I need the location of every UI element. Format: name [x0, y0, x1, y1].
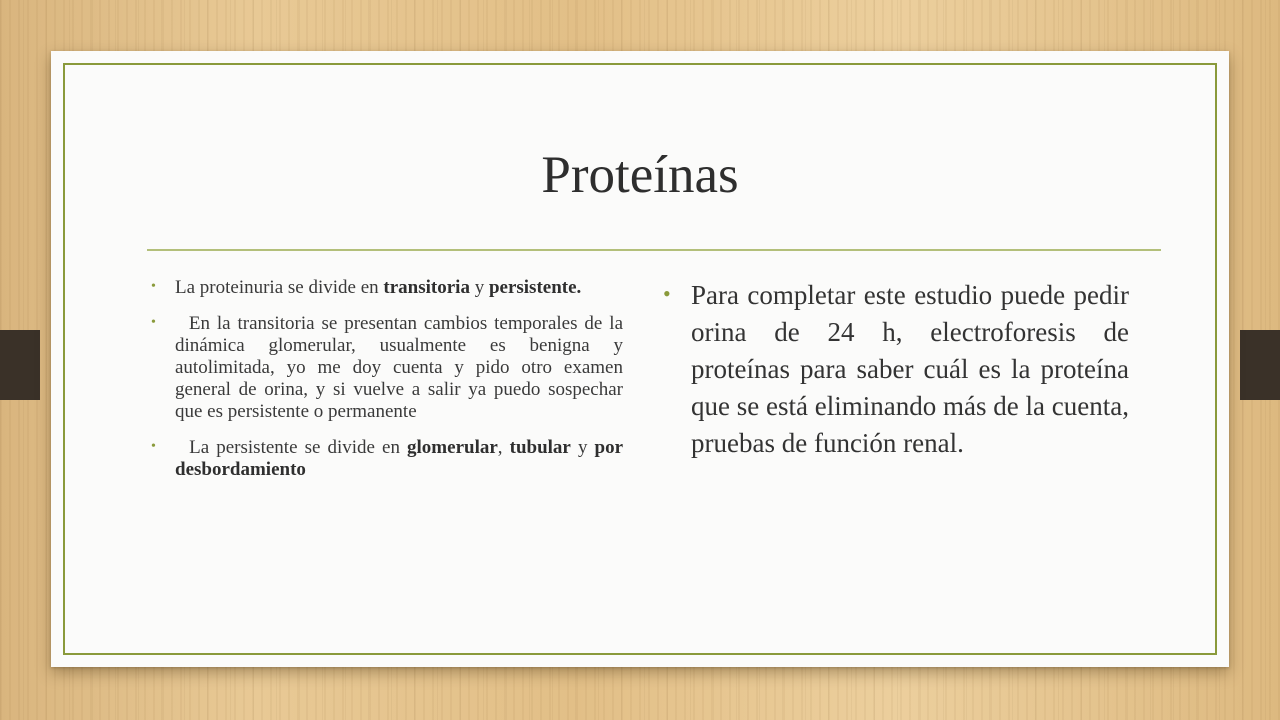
left-bullet-3: • La persistente se divide en glomerular, tubular y por desbordamiento — [151, 437, 624, 480]
background-left-tab — [0, 330, 40, 400]
left-column — [151, 277, 628, 495]
left-bullet-2: • En la transitoria se presentan cambios temporales de la dinámica glomerular, usualmente es benigna y autolimitada, yo me doy cuenta y pido otro examen general de orina, y si vuelve a salir ya puedo sospechar que es persistente o permanente — [151, 313, 628, 422]
left-bullet-1: • La proteinuria se divide en transitoria y persistente. — [151, 277, 582, 298]
bullet-icon: • — [663, 281, 671, 306]
right-column — [663, 277, 1129, 476]
right-bullet-1: • Para completar este estudio puede pedir orina de 24 h, electroforesis de proteínas para saber cuál es la proteína que se está eliminando más de la cuenta, pruebas de función renal. — [663, 277, 1129, 462]
bullet-icon: • — [151, 315, 156, 330]
bullet-icon: • — [151, 439, 156, 454]
title-divider — [147, 249, 1161, 251]
bullet-icon: • — [151, 279, 156, 294]
slide-title: Proteínas — [541, 146, 739, 204]
slide-card — [51, 51, 1229, 667]
background-right-tab — [1240, 330, 1280, 400]
